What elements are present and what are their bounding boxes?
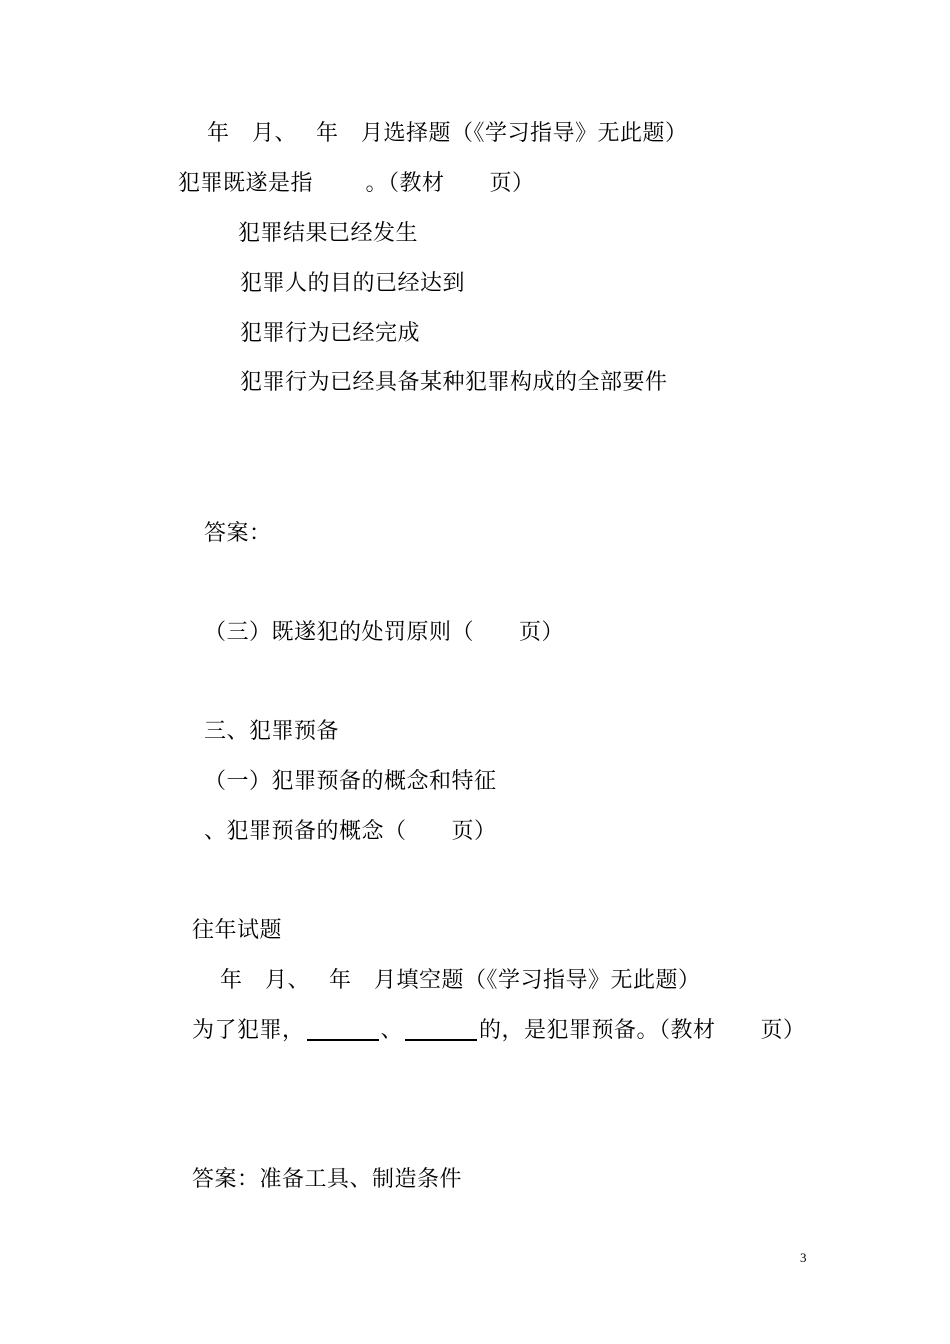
option-2: 犯罪人的目的已经达到	[240, 271, 466, 296]
past-exam-header: 年 月、 年 月填空题（《学习指导》无此题）	[220, 968, 701, 993]
stem-prefix: 为了犯罪，	[192, 1018, 305, 1043]
fill-in-question	[192, 1017, 806, 1045]
past-exams-title: 往年试题	[192, 918, 283, 943]
stem-suffix: 的，是犯罪预备。（教材 页）	[479, 1018, 806, 1043]
subsection-item: 、犯罪预备的概念（ 页）	[204, 819, 497, 844]
blank-1	[307, 1017, 379, 1041]
page-number: 3	[800, 1250, 807, 1265]
subsection-heading: （一）犯罪预备的概念和特征	[204, 769, 497, 794]
option-1: 犯罪结果已经发生	[238, 221, 419, 246]
section-title: 三、犯罪预备	[204, 719, 340, 744]
question-header: 年 月、 年 月选择题（《学习指导》无此题）	[207, 121, 688, 146]
answer-label: 答案：	[204, 521, 272, 546]
fill-in-answer: 答案：准备工具、制造条件	[192, 1167, 463, 1192]
blank-2	[405, 1017, 477, 1041]
question-stem: 犯罪既遂是指 。（教材 页）	[178, 171, 535, 196]
section-punishment-heading: （三）既遂犯的处罚原则（ 页）	[204, 620, 565, 645]
option-3: 犯罪行为已经完成	[240, 321, 421, 346]
stem-separator: 、	[380, 1018, 404, 1043]
option-4: 犯罪行为已经具备某种犯罪构成的全部要件	[240, 370, 668, 395]
